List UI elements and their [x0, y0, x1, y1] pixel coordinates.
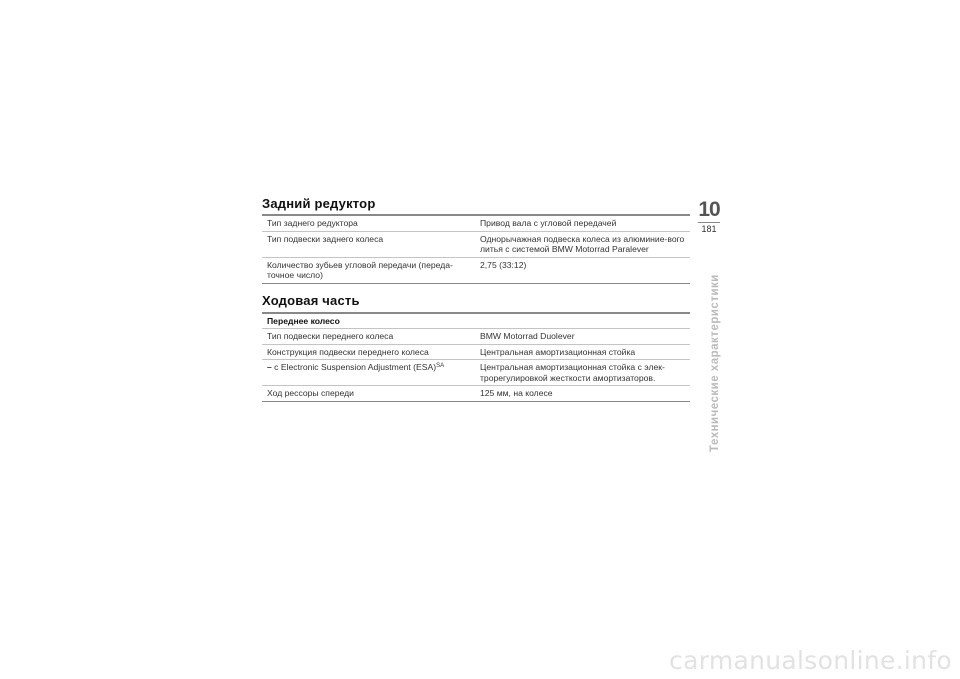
row-value: 2,75 (33:12) — [480, 259, 527, 270]
row-label: Ход рессоры спереди — [267, 388, 354, 398]
row-label: Тип заднего редуктора — [267, 218, 358, 228]
table-row — [262, 232, 690, 258]
table-row — [262, 345, 690, 361]
sa-superscript: SA — [436, 363, 445, 369]
row-label-esa — [262, 360, 477, 385]
dash-marker: – — [267, 362, 272, 372]
row-value: Центральная амортизационная стойка — [480, 346, 636, 357]
chapter-number: 10 — [698, 198, 720, 221]
row-label: Конструкция подвески переднего колеса — [267, 346, 429, 357]
chassis-table — [262, 312, 690, 402]
row-value: BMW Motorrad Duolever — [480, 331, 575, 341]
subheader-label: Переднее колесо — [267, 315, 340, 326]
table-row — [262, 329, 690, 345]
side-chapter-title: Технические характеристики — [709, 274, 721, 452]
row-value: Центральная амортизационная стойка с элек-трорегулировкой жесткости амортизаторов. — [480, 362, 665, 383]
chapter-tab — [697, 199, 721, 235]
row-value: 125 мм, на колесе — [480, 388, 553, 398]
table-row — [262, 258, 690, 284]
rear-drive-table — [262, 214, 690, 284]
table-row — [262, 360, 690, 386]
table-subheader — [262, 314, 690, 330]
page-number: 181 — [701, 224, 717, 234]
row-label: с Electronic Suspension Adjustment (ESA) — [274, 362, 437, 372]
table-row — [262, 386, 690, 402]
section-title-rear-drive: Задний редуктор — [262, 196, 376, 211]
section-title-chassis: Ходовая часть — [262, 292, 360, 308]
watermark: carmanualsonline.info — [669, 646, 952, 675]
row-value: Привод вала с угловой передачей — [480, 218, 617, 228]
row-label: Тип подвески заднего колеса — [267, 233, 384, 244]
row-value: Однорычажная подвеска колеса из алюминие-вого литья с системой BMW Motorrad Paralever — [480, 233, 685, 254]
row-label: Тип подвески переднего колеса — [267, 331, 394, 341]
content — [262, 196, 690, 402]
chapter-divider — [698, 222, 720, 223]
table-row — [262, 216, 690, 232]
row-label: Количество зубьев угловой передачи (переда-точное число) — [267, 259, 453, 280]
